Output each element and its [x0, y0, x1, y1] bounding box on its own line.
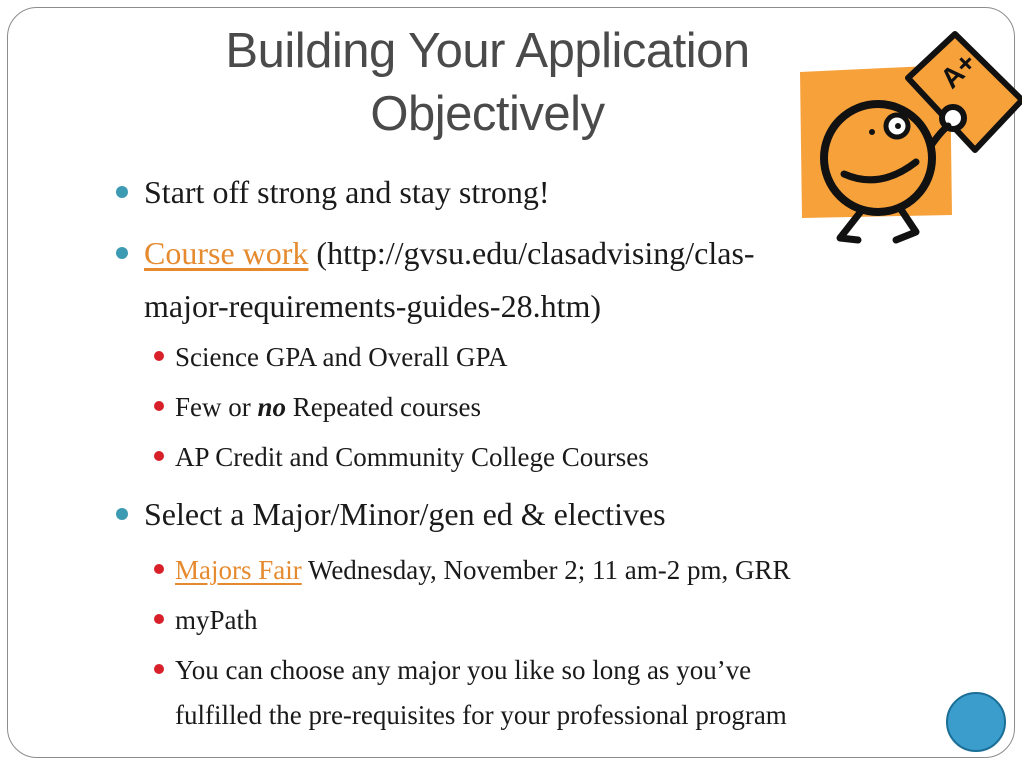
course-work-url-text: (http://gvsu.edu/clasadvising/clas-	[316, 235, 755, 271]
sub-bullet-text: Wednesday, November 2; 11 am-2 pm, GRR	[308, 555, 791, 585]
sub-bullet-text: fulfilled the pre-requisites for your professional program	[175, 700, 787, 730]
title-line-1: Building Your Application	[225, 24, 750, 78]
sub-bullet-text: AP Credit and Community College Courses	[175, 442, 649, 472]
sub-bullet-text: You can choose any major you like so long as you’ve	[175, 655, 752, 685]
blue-circle-icon	[946, 692, 1006, 752]
sub-bullet-dot-icon	[154, 351, 164, 361]
sub-bullet-item	[175, 547, 790, 593]
sub-bullet-text: Few or	[175, 392, 251, 422]
sub-bullet-text: myPath	[175, 605, 258, 635]
title-line-2: Objectively	[370, 87, 605, 141]
sub-bullet-dot-icon	[154, 664, 164, 674]
sub-bullet-item	[175, 334, 507, 380]
emphasis-text: no	[257, 392, 287, 422]
bullet-text: Select a Major/Minor/gen ed & electives	[144, 496, 666, 532]
sub-bullet-item	[175, 384, 481, 430]
sub-bullet-item	[175, 597, 258, 643]
sub-bullet-item	[175, 647, 751, 693]
bullet-text: Start off strong and stay strong!	[144, 174, 550, 210]
sub-bullet-item	[175, 434, 649, 480]
bullet-dot-icon	[116, 186, 128, 198]
bullet-item	[144, 227, 755, 280]
bullet-continuation	[144, 280, 601, 333]
bullet-item	[144, 166, 550, 219]
sub-bullet-continuation	[175, 692, 787, 738]
bullet-text: major-requirements-guides-28.htm)	[144, 288, 601, 324]
bullet-item	[144, 488, 666, 541]
a-plus-text: A+	[934, 46, 983, 95]
sub-bullet-dot-icon	[154, 451, 164, 461]
bullet-dot-icon	[116, 247, 128, 259]
sub-bullet-text: Repeated courses	[292, 392, 481, 422]
sub-bullet-dot-icon	[154, 564, 164, 574]
sub-bullet-dot-icon	[154, 401, 164, 411]
sub-bullet-text: Science GPA and Overall GPA	[175, 342, 508, 372]
majors-fair-link[interactable]: Majors Fair	[175, 555, 302, 585]
sub-bullet-dot-icon	[154, 614, 164, 624]
bullet-dot-icon	[116, 508, 128, 520]
course-work-link[interactable]: Course work	[144, 235, 309, 271]
